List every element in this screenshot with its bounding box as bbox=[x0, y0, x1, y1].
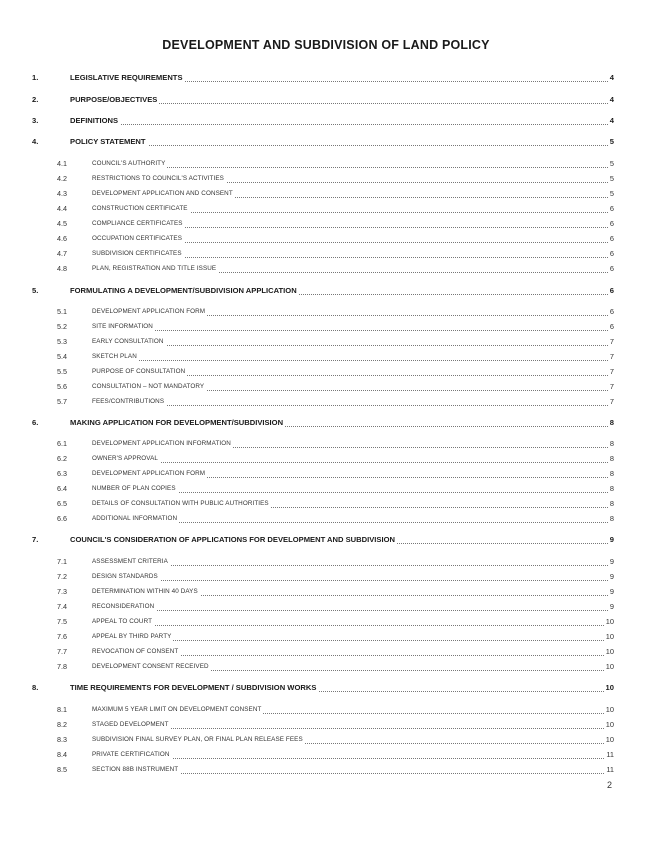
toc-entry-label: EARLY CONSULTATION bbox=[92, 336, 166, 348]
toc-entry[interactable] bbox=[0, 366, 652, 378]
toc-entry-number: 5. bbox=[32, 286, 39, 295]
toc-entry-page: 10 bbox=[605, 735, 614, 744]
toc-entry-page: 10 bbox=[605, 720, 614, 729]
toc-entry[interactable] bbox=[0, 136, 652, 148]
toc-entry-label: DEVELOPMENT CONSENT RECEIVED bbox=[92, 661, 211, 673]
toc-entry-number: 6.1 bbox=[57, 439, 67, 448]
toc-entry[interactable] bbox=[0, 233, 652, 245]
toc-entry-page: 8 bbox=[609, 469, 614, 478]
toc-entry-page: 10 bbox=[605, 683, 614, 692]
toc-entry-number: 8.1 bbox=[57, 705, 67, 714]
toc-leader-dots bbox=[92, 565, 614, 566]
toc-entry-page: 7 bbox=[609, 352, 614, 361]
toc-entry-label: COMPLIANCE CERTIFICATES bbox=[92, 218, 185, 230]
toc-leader-dots bbox=[70, 124, 614, 125]
toc-entry-number: 6.6 bbox=[57, 514, 67, 523]
toc-entry-label: APPEAL BY THIRD PARTY bbox=[92, 631, 173, 643]
toc-entry[interactable] bbox=[0, 158, 652, 170]
toc-leader-dots bbox=[92, 462, 614, 463]
toc-entry-number: 7.5 bbox=[57, 617, 67, 626]
toc-entry[interactable] bbox=[0, 704, 652, 716]
toc-entry[interactable] bbox=[0, 453, 652, 465]
toc-entry-page: 10 bbox=[605, 632, 614, 641]
toc-leader-dots bbox=[92, 167, 614, 168]
toc-entry-number: 4.4 bbox=[57, 204, 67, 213]
toc-entry-label: COUNCIL'S CONSIDERATION OF APPLICATIONS FOR DEVELOPMENT AND SUBDIVISION bbox=[70, 535, 395, 544]
toc-entry-number: 5.5 bbox=[57, 367, 67, 376]
toc-entry-label: POLICY STATEMENT bbox=[70, 137, 146, 146]
toc-entry-label: ADDITIONAL INFORMATION bbox=[92, 513, 179, 525]
toc-entry-number: 6. bbox=[32, 418, 39, 427]
toc-entry-number: 1. bbox=[32, 73, 39, 82]
toc-entry-page: 4 bbox=[609, 116, 614, 125]
toc-entry-page: 5 bbox=[609, 174, 614, 183]
toc-entry[interactable] bbox=[0, 381, 652, 393]
toc-entry[interactable] bbox=[0, 417, 652, 429]
toc-leader-dots bbox=[92, 345, 614, 346]
toc-entry-page: 8 bbox=[609, 484, 614, 493]
toc-entry[interactable] bbox=[0, 351, 652, 363]
toc-leader-dots bbox=[92, 360, 614, 361]
toc-entry-page: 8 bbox=[609, 499, 614, 508]
toc-entry-label: DETERMINATION WITHIN 40 DAYS bbox=[92, 586, 200, 598]
toc-entry-page: 10 bbox=[605, 647, 614, 656]
toc-entry-number: 2. bbox=[32, 95, 39, 104]
toc-entry-page: 7 bbox=[609, 382, 614, 391]
toc-entry[interactable] bbox=[0, 336, 652, 348]
toc-entry-page: 6 bbox=[609, 234, 614, 243]
toc-entry-label: COUNCIL'S AUTHORITY bbox=[92, 158, 167, 170]
toc-entry-number: 5.7 bbox=[57, 397, 67, 406]
toc-entry[interactable] bbox=[0, 513, 652, 525]
toc-entry-page: 4 bbox=[609, 95, 614, 104]
toc-entry-page: 7 bbox=[609, 367, 614, 376]
toc-entry-number: 4.3 bbox=[57, 189, 67, 198]
toc-entry[interactable] bbox=[0, 115, 652, 127]
toc-entry-label: TIME REQUIREMENTS FOR DEVELOPMENT / SUBDIVISION WORKS bbox=[70, 683, 317, 692]
toc-entry-label: MAKING APPLICATION FOR DEVELOPMENT/SUBDIVISION bbox=[70, 418, 284, 427]
toc-entry-number: 5.4 bbox=[57, 352, 67, 361]
page-number: 2 bbox=[606, 780, 612, 790]
toc-entry[interactable] bbox=[0, 321, 652, 333]
toc-entry[interactable] bbox=[0, 734, 652, 746]
toc-entry[interactable] bbox=[0, 764, 652, 776]
toc-entry[interactable] bbox=[0, 468, 652, 480]
toc-entry[interactable] bbox=[0, 586, 652, 598]
toc-entry[interactable] bbox=[0, 749, 652, 761]
toc-entry-page: 9 bbox=[609, 557, 614, 566]
toc-entry-number: 7.4 bbox=[57, 602, 67, 611]
toc-entry-number: 7.1 bbox=[57, 557, 67, 566]
toc-entry-page: 8 bbox=[609, 418, 614, 427]
toc-entry-label: SUBDIVISION CERTIFICATES bbox=[92, 248, 184, 260]
toc-entry-label: REVOCATION OF CONSENT bbox=[92, 646, 180, 658]
toc-entry-label: LEGISLATIVE REQUIREMENTS bbox=[70, 73, 183, 82]
toc-entry-page: 9 bbox=[609, 587, 614, 596]
toc-entry-label: OCCUPATION CERTIFICATES bbox=[92, 233, 184, 245]
toc-entry-label: PRIVATE CERTIFICATION bbox=[92, 749, 172, 761]
toc-entry-label: DEVELOPMENT APPLICATION FORM bbox=[92, 468, 207, 480]
toc-entry-number: 4.6 bbox=[57, 234, 67, 243]
toc-entry-label: DEFINITIONS bbox=[70, 116, 119, 125]
toc-leader-dots bbox=[92, 330, 614, 331]
toc-leader-dots bbox=[92, 405, 614, 406]
toc-entry-number: 5.1 bbox=[57, 307, 67, 316]
toc-entry-page: 8 bbox=[609, 439, 614, 448]
toc-entry[interactable] bbox=[0, 682, 652, 694]
toc-entry-page: 5 bbox=[609, 159, 614, 168]
toc-entry-number: 4.2 bbox=[57, 174, 67, 183]
toc-entry[interactable] bbox=[0, 646, 652, 658]
toc-entry[interactable] bbox=[0, 534, 652, 546]
toc-entry-number: 7. bbox=[32, 535, 39, 544]
toc-entry-number: 7.6 bbox=[57, 632, 67, 641]
toc-entry-number: 7.2 bbox=[57, 572, 67, 581]
toc-entry[interactable] bbox=[0, 719, 652, 731]
toc-entry[interactable] bbox=[0, 571, 652, 583]
toc-entry-number: 6.5 bbox=[57, 499, 67, 508]
toc-entry-label: DETAILS OF CONSULTATION WITH PUBLIC AUTHORITIES bbox=[92, 498, 271, 510]
toc-entry-page: 8 bbox=[609, 454, 614, 463]
toc-entry-page: 10 bbox=[605, 662, 614, 671]
toc-entry-label: CONSULTATION – NOT MANDATORY bbox=[92, 381, 206, 393]
toc-entry[interactable] bbox=[0, 556, 652, 568]
toc-entry-label: DEVELOPMENT APPLICATION INFORMATION bbox=[92, 438, 233, 450]
toc-entry[interactable] bbox=[0, 306, 652, 318]
toc-entry-label: PURPOSE OF CONSULTATION bbox=[92, 366, 187, 378]
toc-entry-page: 6 bbox=[609, 219, 614, 228]
toc-entry-page: 10 bbox=[605, 617, 614, 626]
toc-entry-page: 6 bbox=[609, 322, 614, 331]
toc-entry-number: 6.2 bbox=[57, 454, 67, 463]
toc-entry-page: 6 bbox=[609, 264, 614, 273]
toc-entry-label: SITE INFORMATION bbox=[92, 321, 155, 333]
toc-entry-number: 8.2 bbox=[57, 720, 67, 729]
toc-entry[interactable] bbox=[0, 661, 652, 673]
toc-entry-number: 5.3 bbox=[57, 337, 67, 346]
toc-entry-number: 8. bbox=[32, 683, 39, 692]
toc-entry-page: 9 bbox=[609, 572, 614, 581]
toc-leader-dots bbox=[92, 580, 614, 581]
toc-entry-label: DEVELOPMENT APPLICATION AND CONSENT bbox=[92, 188, 235, 200]
toc-entry[interactable] bbox=[0, 188, 652, 200]
toc-entry-number: 4.8 bbox=[57, 264, 67, 273]
toc-entry-page: 11 bbox=[606, 750, 614, 759]
toc-entry-label: DESIGN STANDARDS bbox=[92, 571, 160, 583]
toc-entry-label: OWNER'S APPROVAL bbox=[92, 453, 160, 465]
toc-entry-number: 4.1 bbox=[57, 159, 67, 168]
toc-entry-label: SECTION 88B INSTRUMENT bbox=[92, 764, 180, 776]
toc-entry[interactable] bbox=[0, 631, 652, 643]
toc-entry-label: SUBDIVISION FINAL SURVEY PLAN, OR FINAL PLAN RELEASE FEES bbox=[92, 734, 305, 746]
toc-entry-number: 4.7 bbox=[57, 249, 67, 258]
toc-entry[interactable] bbox=[0, 94, 652, 106]
toc-entry[interactable] bbox=[0, 72, 652, 84]
toc-entry-number: 4.5 bbox=[57, 219, 67, 228]
toc-entry-page: 7 bbox=[609, 397, 614, 406]
toc-entry-label: PURPOSE/OBJECTIVES bbox=[70, 95, 158, 104]
toc-entry[interactable] bbox=[0, 173, 652, 185]
toc-leader-dots bbox=[92, 625, 614, 626]
toc-entry-label: FEES/CONTRIBUTIONS bbox=[92, 396, 166, 408]
toc-entry-label: STAGED DEVELOPMENT bbox=[92, 719, 171, 731]
toc-entry-page: 8 bbox=[609, 514, 614, 523]
toc-entry[interactable] bbox=[0, 263, 652, 275]
toc-entry-page: 5 bbox=[609, 189, 614, 198]
toc-entry-number: 7.7 bbox=[57, 647, 67, 656]
toc-entry-page: 4 bbox=[609, 73, 614, 82]
toc-entry-page: 9 bbox=[609, 602, 614, 611]
toc-entry-label: ASSESSMENT CRITERIA bbox=[92, 556, 170, 568]
toc-entry-label: NUMBER OF PLAN COPIES bbox=[92, 483, 178, 495]
toc-entry-label: DEVELOPMENT APPLICATION FORM bbox=[92, 306, 207, 318]
toc-entry-page: 10 bbox=[605, 705, 614, 714]
toc-entry-page: 5 bbox=[609, 137, 614, 146]
toc-entry[interactable] bbox=[0, 483, 652, 495]
toc-entry-label: RECONSIDERATION bbox=[92, 601, 156, 613]
toc-entry[interactable] bbox=[0, 218, 652, 230]
toc-entry-number: 3. bbox=[32, 116, 39, 125]
toc-entry[interactable] bbox=[0, 498, 652, 510]
toc-entry[interactable] bbox=[0, 438, 652, 450]
toc-entry[interactable] bbox=[0, 248, 652, 260]
toc-entry-number: 7.8 bbox=[57, 662, 67, 671]
toc-entry-label: SKETCH PLAN bbox=[92, 351, 139, 363]
page-title: DEVELOPMENT AND SUBDIVISION OF LAND POLICY bbox=[162, 38, 490, 52]
toc-entry-label: PLAN, REGISTRATION AND TITLE ISSUE bbox=[92, 263, 218, 275]
toc-entry-number: 6.4 bbox=[57, 484, 67, 493]
toc-entry-number: 8.3 bbox=[57, 735, 67, 744]
toc-entry-page: 9 bbox=[609, 535, 614, 544]
toc-entry-page: 7 bbox=[609, 337, 614, 346]
toc-entry-page: 11 bbox=[606, 765, 614, 774]
toc-entry-number: 8.5 bbox=[57, 765, 67, 774]
toc-entry-page: 6 bbox=[609, 307, 614, 316]
toc-entry-page: 6 bbox=[609, 204, 614, 213]
toc-entry-number: 5.6 bbox=[57, 382, 67, 391]
toc-entry[interactable] bbox=[0, 285, 652, 297]
toc-entry-label: FORMULATING A DEVELOPMENT/SUBDIVISION APPLICATION bbox=[70, 286, 297, 295]
toc-entry-number: 6.3 bbox=[57, 469, 67, 478]
toc-entry-number: 5.2 bbox=[57, 322, 67, 331]
toc-leader-dots bbox=[92, 610, 614, 611]
toc-entry-number: 4. bbox=[32, 137, 39, 146]
toc-entry-label: CONSTRUCTION CERTIFICATE bbox=[92, 203, 190, 215]
toc-entry-label: APPEAL TO COURT bbox=[92, 616, 154, 628]
toc-entry[interactable] bbox=[0, 616, 652, 628]
toc-entry-page: 6 bbox=[609, 249, 614, 258]
toc-leader-dots bbox=[70, 145, 614, 146]
toc-entry-label: MAXIMUM 5 YEAR LIMIT ON DEVELOPMENT CONSENT bbox=[92, 704, 263, 716]
toc-entry-label: RESTRICTIONS TO COUNCIL'S ACTIVITIES bbox=[92, 173, 226, 185]
toc-entry[interactable] bbox=[0, 396, 652, 408]
toc-entry-number: 8.4 bbox=[57, 750, 67, 759]
toc-entry[interactable] bbox=[0, 601, 652, 613]
toc-entry-page: 6 bbox=[609, 286, 614, 295]
toc-entry[interactable] bbox=[0, 203, 652, 215]
toc-entry-number: 7.3 bbox=[57, 587, 67, 596]
